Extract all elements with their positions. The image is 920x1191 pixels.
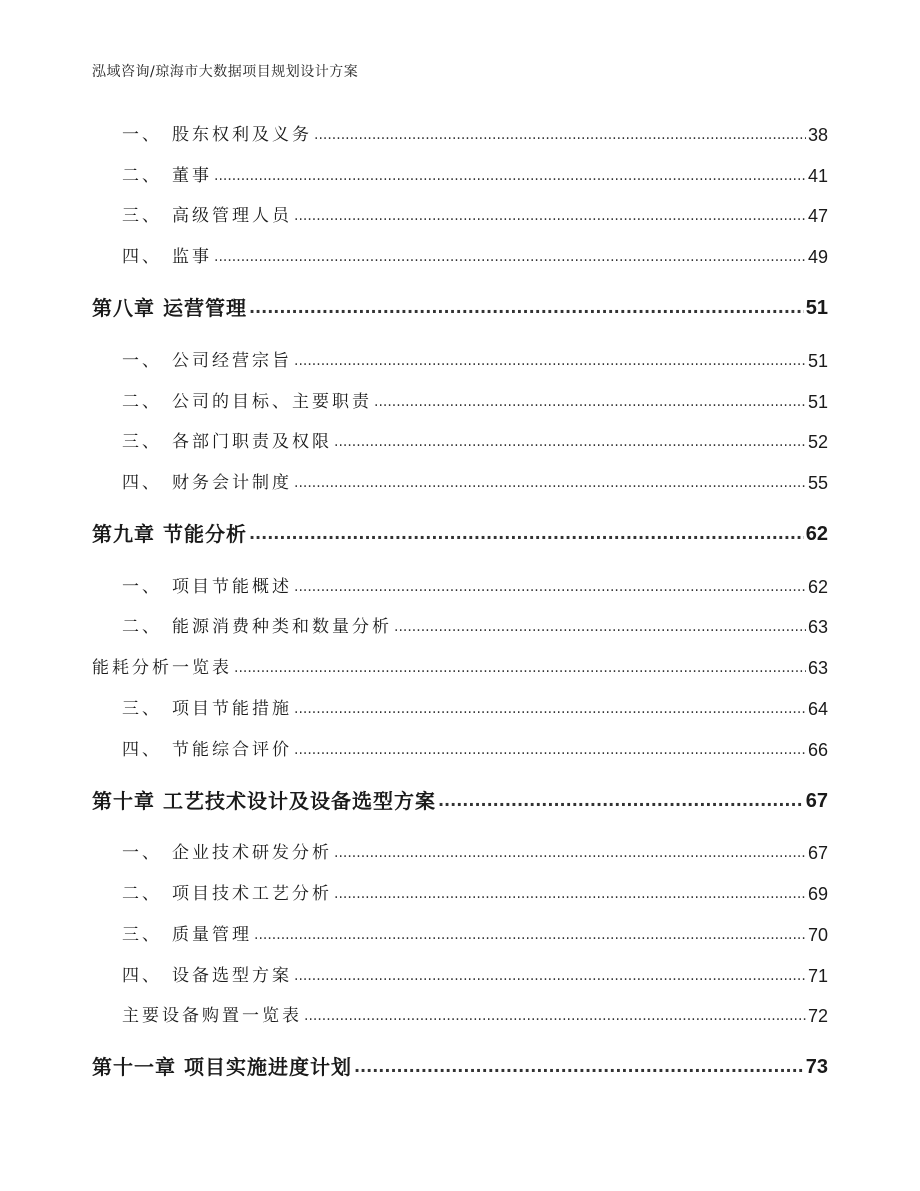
toc-entry-title: 公司经营宗旨 [172, 351, 292, 371]
toc-leader-dots [214, 245, 806, 269]
toc-entry[interactable] [92, 349, 828, 373]
toc-entry-page: 69 [807, 884, 828, 904]
toc-entry-page: 67 [807, 843, 828, 863]
toc-entry-title: 财务会计制度 [172, 473, 292, 493]
toc-leader-dots [249, 294, 804, 322]
toc-leader-dots [249, 520, 804, 548]
toc-entry-title: 监事 [172, 247, 212, 267]
toc-entry-title: 项目技术工艺分析 [172, 884, 332, 904]
toc-entry-page: 55 [807, 473, 828, 493]
toc-entry[interactable] [92, 390, 828, 414]
toc-entry[interactable] [92, 204, 828, 228]
toc-entry-number: 一、 [122, 351, 162, 371]
toc-leader-dots [334, 841, 806, 865]
toc-leader-dots [254, 923, 806, 947]
toc-leader-dots [334, 882, 806, 906]
toc-leader-dots [394, 615, 806, 639]
toc-entry-number: 一、 [122, 843, 162, 863]
toc-entry[interactable] [92, 841, 828, 865]
toc-entry-title: 项目节能措施 [172, 699, 292, 719]
toc-chapter-title: 第十一章 项目实施进度计划 [92, 1055, 352, 1079]
toc-entry-title: 项目节能概述 [172, 577, 292, 597]
toc-chapter-page: 73 [805, 1056, 828, 1078]
toc-entry[interactable] [92, 738, 828, 762]
toc-leader-dots [304, 1004, 806, 1028]
toc-chapter[interactable] [92, 294, 828, 322]
toc-entry-title: 设备选型方案 [172, 966, 292, 986]
toc-entry-page: 62 [807, 577, 828, 597]
toc-entry[interactable] [92, 575, 828, 599]
toc-entry-page: 63 [807, 617, 828, 637]
toc-leader-dots [294, 738, 806, 762]
toc-leader-dots [438, 787, 804, 815]
toc-leader-dots [294, 349, 806, 373]
toc-entry-number: 三、 [122, 699, 162, 719]
toc-entry-page: 72 [807, 1006, 828, 1026]
toc-entry-number: 三、 [122, 206, 162, 226]
toc-leader-dots [294, 471, 806, 495]
toc-entry-title: 能耗分析一览表 [92, 658, 232, 678]
toc-chapter-title: 第十章 工艺技术设计及设备选型方案 [92, 789, 436, 813]
toc-entry-number: 四、 [122, 740, 162, 760]
toc-chapter-page: 62 [805, 523, 828, 545]
toc-entry[interactable] [92, 123, 828, 147]
toc-entry-page: 70 [807, 925, 828, 945]
toc-entry-page: 71 [807, 966, 828, 986]
toc-entry-title: 质量管理 [172, 925, 252, 945]
toc-chapter-page: 67 [805, 790, 828, 812]
toc-entry-number: 一、 [122, 577, 162, 597]
toc-entry[interactable] [92, 245, 828, 269]
toc-entry-page: 51 [807, 351, 828, 371]
toc-entry[interactable] [92, 1004, 828, 1028]
toc-entry[interactable] [92, 923, 828, 947]
toc-leader-dots [314, 123, 806, 147]
toc-entry[interactable] [92, 615, 828, 639]
toc-leader-dots [294, 575, 806, 599]
toc-leader-dots [294, 964, 806, 988]
toc-chapter-page: 51 [805, 297, 828, 319]
toc-entry-page: 66 [807, 740, 828, 760]
toc-leader-dots [234, 656, 806, 680]
toc-chapter[interactable] [92, 787, 828, 815]
toc-entry[interactable] [92, 964, 828, 988]
toc-leader-dots [334, 430, 806, 454]
toc-entry-title: 高级管理人员 [172, 206, 292, 226]
toc-entry-page: 49 [807, 247, 828, 267]
toc-entry-number: 四、 [122, 473, 162, 493]
toc-entry-title: 节能综合评价 [172, 740, 292, 760]
toc-entry-title: 各部门职责及权限 [172, 432, 332, 452]
toc-entry-title: 董事 [172, 166, 212, 186]
toc-entry-number: 一、 [122, 125, 162, 145]
toc-entry-number: 二、 [122, 392, 162, 412]
toc-leader-dots [374, 390, 806, 414]
toc-entry-title: 能源消费种类和数量分析 [172, 617, 392, 637]
toc-entry-number: 三、 [122, 925, 162, 945]
toc-entry[interactable] [92, 430, 828, 454]
toc-entry[interactable] [92, 697, 828, 721]
toc-entry-number: 四、 [122, 247, 162, 267]
toc-chapter-title: 第九章 节能分析 [92, 522, 247, 546]
toc-entry-page: 64 [807, 699, 828, 719]
toc-entry-title: 股东权利及义务 [172, 125, 312, 145]
toc-entry-page: 52 [807, 432, 828, 452]
toc-entry-number: 二、 [122, 884, 162, 904]
toc-entry-number: 四、 [122, 966, 162, 986]
toc-chapter[interactable] [92, 520, 828, 548]
toc-entry[interactable] [92, 656, 828, 680]
toc-entry-number: 二、 [122, 166, 162, 186]
toc-leader-dots [354, 1053, 804, 1081]
toc-entry[interactable] [92, 164, 828, 188]
toc-entry-page: 47 [807, 206, 828, 226]
toc-leader-dots [214, 164, 806, 188]
toc-entry-page: 51 [807, 392, 828, 412]
toc-entry[interactable] [92, 882, 828, 906]
running-header: 泓域咨询/琼海市大数据项目规划设计方案 [92, 64, 359, 80]
toc-chapter[interactable] [92, 1053, 828, 1081]
toc-entry-title: 企业技术研发分析 [172, 843, 332, 863]
toc-entry-number: 二、 [122, 617, 162, 637]
toc-leader-dots [294, 204, 806, 228]
toc-entry-title: 公司的目标、主要职责 [172, 392, 372, 412]
toc-chapter-title: 第八章 运营管理 [92, 296, 247, 320]
toc-entry-number: 三、 [122, 432, 162, 452]
toc-entry-page: 38 [807, 125, 828, 145]
toc-entry-page: 41 [807, 166, 828, 186]
toc-entry-title: 主要设备购置一览表 [122, 1006, 302, 1026]
toc-entry-page: 63 [807, 658, 828, 678]
toc-leader-dots [294, 697, 806, 721]
toc-entry[interactable] [92, 471, 828, 495]
